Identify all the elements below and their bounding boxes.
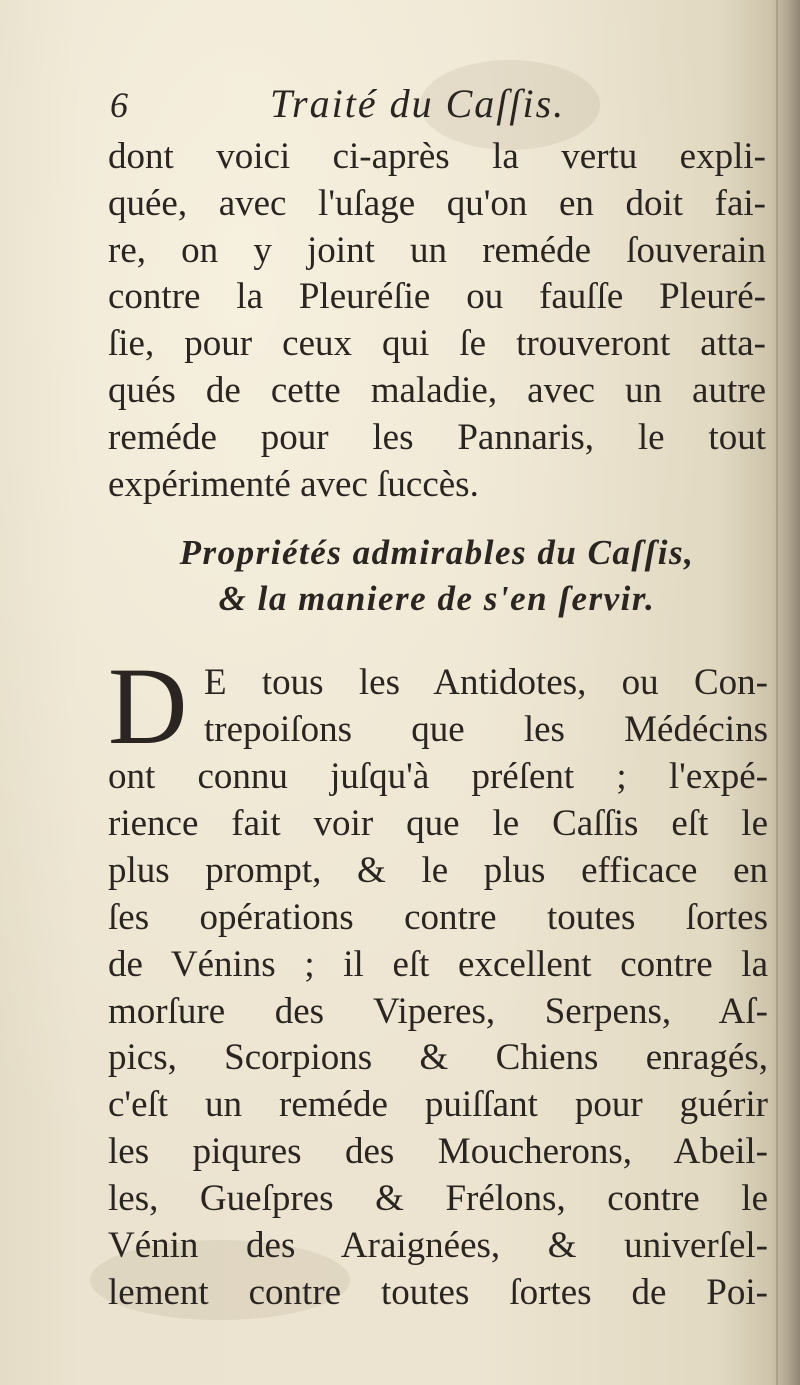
text-line: les piqures des Moucherons, Abeil- <box>108 1131 768 1173</box>
text-line: re, on y joint un reméde ſouverain <box>108 229 766 271</box>
heading-line: Propriétés admirables du Caſſis, <box>179 533 695 572</box>
dropcap-lines <box>204 660 768 754</box>
text-line: les, Gueſpres & Frélons, contre le <box>108 1178 768 1220</box>
text-line: morſure des Viperes, Serpens, Aſ- <box>108 990 768 1032</box>
text-line: dont voici ci-après la vertu expli- <box>108 136 766 177</box>
text-line: de Vénins ; il eſt excellent contre la <box>108 943 768 985</box>
text-line: reméde pour les Pannaris, le tout <box>108 416 766 458</box>
text-line: rience fait voir que le Caſſis eſt le <box>108 802 768 844</box>
text-line: contre la Pleuréſie ou fauſſe Pleuré- <box>108 276 766 318</box>
text-line: pics, Scorpions & Chiens enragés, <box>108 1037 768 1079</box>
heading-line: & la maniere de s'en ſervir. <box>218 579 656 618</box>
section-heading <box>108 530 766 622</box>
text-line: c'eſt un reméde puiſſant pour guérir <box>108 1084 768 1126</box>
text-line: Vénin des Araignées, & univerſel- <box>108 1225 768 1267</box>
running-title: Traité du Caſſis. <box>270 81 566 126</box>
text-line: qués de cette maladie, avec un autre <box>108 369 766 411</box>
drop-cap: D <box>108 645 188 767</box>
body-paragraph <box>108 645 768 1317</box>
running-head <box>110 80 750 130</box>
text-line: ont connu juſqu'à préſent ; l'expé- <box>108 756 768 797</box>
page-number: 6 <box>110 85 128 125</box>
text-line: ſes opérations contre toutes ſortes <box>108 896 768 938</box>
page-edge <box>776 0 778 1385</box>
text-line: expérimenté avec ſuccès. <box>108 463 479 505</box>
text-line: lement contre toutes ſortes de Poi- <box>108 1271 768 1313</box>
text-line: plus prompt, & le plus efficace en <box>108 849 768 891</box>
dropcap-block <box>108 645 768 767</box>
text-line: trepoiſons que les Médécins <box>204 708 768 750</box>
text-line: E tous les Antidotes, ou Con- <box>204 662 768 703</box>
intro-paragraph <box>108 134 766 508</box>
text-line: ſie, pour ceux qui ſe trouveront atta- <box>108 323 766 365</box>
text-line: quée, avec l'uſage qu'on en doit fai- <box>108 182 766 224</box>
